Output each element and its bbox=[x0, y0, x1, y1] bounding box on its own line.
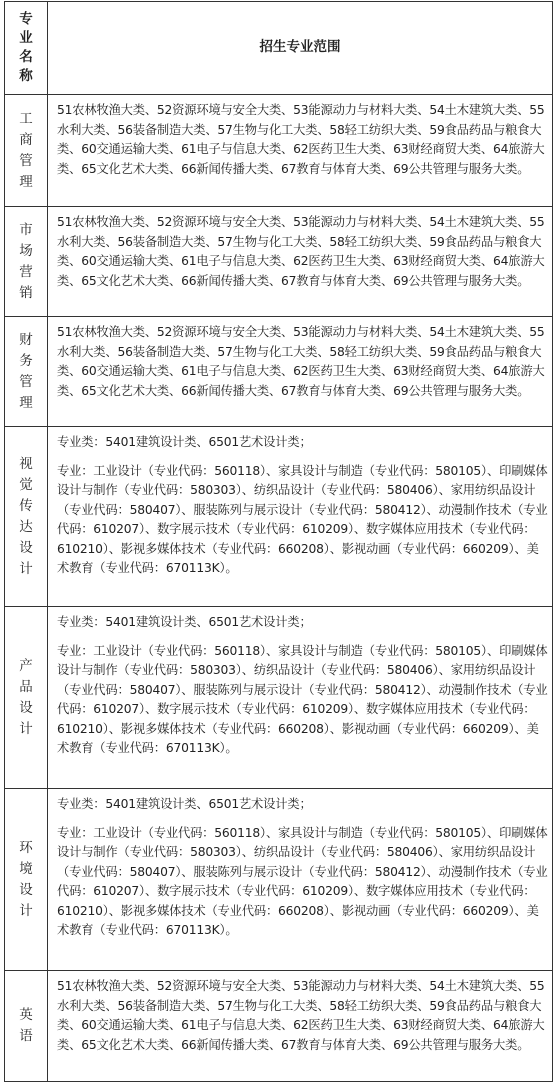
major-name-cell bbox=[5, 971, 48, 1082]
table-header-row bbox=[5, 2, 553, 95]
header-char: 专 bbox=[19, 11, 33, 27]
scope-paragraph: 专业：工业设计（专业代码：560118）、家具设计与制造（专业代码：580105）、印刷媒体设计与制作（专业代码：580303）、纺织品设计（专业代码：580406）、家用纺织品设计（专业代码：580407）、服装陈列与展示设计（专业代码：580412）、动漫制作技术（专业代码：610207）、数字展示技术（专业代码：610209）、数字媒体应用技术（专业代码：610210）、影视多媒体技术（专业代码：660208）、影视动画（专业代码：660209）、美术教育（专业代码：670113K）。 bbox=[57, 463, 548, 575]
table-row bbox=[5, 971, 553, 1082]
scope-cell bbox=[48, 95, 553, 207]
major-name: 视觉传达设计 bbox=[19, 455, 33, 577]
table-row bbox=[5, 427, 553, 607]
header-major-name-text bbox=[5, 10, 47, 86]
table-row bbox=[5, 95, 553, 207]
major-name: 工商管理 bbox=[19, 110, 33, 190]
table-row bbox=[5, 317, 553, 427]
major-name-cell bbox=[5, 607, 48, 789]
scope-paragraph: 51农林牧渔大类、52资源环境与安全大类、53能源动力与材料大类、54土木建筑大类、55水利大类、56装备制造大类、57生物与化工大类、58轻工纺织大类、59食品药品与粮食大类、60交通运输大类、61电子与信息大类、62医药卫生大类、63财经商贸大类、64旅游大类、65文化艺术大类、66新闻传播大类、67教育与体育大类、69公共管理与服务大类。 bbox=[57, 215, 545, 288]
scope-cell bbox=[48, 427, 553, 607]
table-body bbox=[5, 95, 553, 1082]
scope-paragraph: 51农林牧渔大类、52资源环境与安全大类、53能源动力与材料大类、54土木建筑大类、55水利大类、56装备制造大类、57生物与化工大类、58轻工纺织大类、59食品药品与粮食大类、60交通运输大类、61电子与信息大类、62医药卫生大类、63财经商贸大类、64旅游大类、65文化艺术大类、66新闻传播大类、67教育与体育大类、69公共管理与服务大类。 bbox=[57, 103, 545, 176]
major-name-cell bbox=[5, 427, 48, 607]
major-name: 市场营销 bbox=[19, 221, 33, 301]
major-name: 英语 bbox=[19, 1007, 33, 1044]
header-major-name bbox=[5, 2, 48, 95]
scope-paragraph: 专业类：5401建筑设计类、6501艺术设计类； bbox=[57, 615, 312, 629]
table-row bbox=[5, 207, 553, 317]
major-name: 财务管理 bbox=[19, 331, 33, 411]
major-name-cell bbox=[5, 95, 48, 207]
header-char: 名 bbox=[19, 49, 33, 65]
table-row bbox=[5, 607, 553, 789]
scope-paragraph: 专业：工业设计（专业代码：560118）、家具设计与制造（专业代码：580105）、印刷媒体设计与制作（专业代码：580303）、纺织品设计（专业代码：580406）、家用纺织品设计（专业代码：580407）、服装陈列与展示设计（专业代码：580412）、动漫制作技术（专业代码：610207）、数字展示技术（专业代码：610209）、数字媒体应用技术（专业代码：610210）、影视多媒体技术（专业代码：660208）、影视动画（专业代码：660209）、美术教育（专业代码：670113K）。 bbox=[57, 825, 548, 937]
table-row bbox=[5, 789, 553, 971]
major-name: 环境设计 bbox=[19, 839, 33, 919]
scope-cell bbox=[48, 789, 553, 971]
header-scope: 招生专业范围 bbox=[48, 2, 553, 95]
major-name-cell bbox=[5, 207, 48, 317]
scope-paragraph: 专业类：5401建筑设计类、6501艺术设计类； bbox=[57, 435, 312, 449]
scope-cell bbox=[48, 971, 553, 1082]
scope-paragraph: 专业类：5401建筑设计类、6501艺术设计类； bbox=[57, 797, 312, 811]
scope-paragraph: 51农林牧渔大类、52资源环境与安全大类、53能源动力与材料大类、54土木建筑大类、55水利大类、56装备制造大类、57生物与化工大类、58轻工纺织大类、59食品药品与粮食大类、60交通运输大类、61电子与信息大类、62医药卫生大类、63财经商贸大类、64旅游大类、65文化艺术大类、66新闻传播大类、67教育与体育大类、69公共管理与服务大类。 bbox=[57, 325, 545, 398]
scope-cell bbox=[48, 207, 553, 317]
scope-cell bbox=[48, 607, 553, 789]
header-char: 称 bbox=[19, 68, 33, 84]
major-scope-table bbox=[4, 1, 553, 1082]
major-name-cell bbox=[5, 789, 48, 971]
scope-cell bbox=[48, 317, 553, 427]
major-name: 产品设计 bbox=[19, 657, 33, 737]
scope-paragraph: 专业：工业设计（专业代码：560118）、家具设计与制造（专业代码：580105）、印刷媒体设计与制作（专业代码：580303）、纺织品设计（专业代码：580406）、家用纺织品设计（专业代码：580407）、服装陈列与展示设计（专业代码：580412）、动漫制作技术（专业代码：610207）、数字展示技术（专业代码：610209）、数字媒体应用技术（专业代码：610210）、影视多媒体技术（专业代码：660208）、影视动画（专业代码：660209）、美术教育（专业代码：670113K）。 bbox=[57, 643, 548, 755]
scope-paragraph: 51农林牧渔大类、52资源环境与安全大类、53能源动力与材料大类、54土木建筑大类、55水利大类、56装备制造大类、57生物与化工大类、58轻工纺织大类、59食品药品与粮食大类、60交通运输大类、61电子与信息大类、62医药卫生大类、63财经商贸大类、64旅游大类、65文化艺术大类、66新闻传播大类、67教育与体育大类、69公共管理与服务大类。 bbox=[57, 979, 545, 1052]
major-name-cell bbox=[5, 317, 48, 427]
header-char: 业 bbox=[19, 30, 33, 46]
